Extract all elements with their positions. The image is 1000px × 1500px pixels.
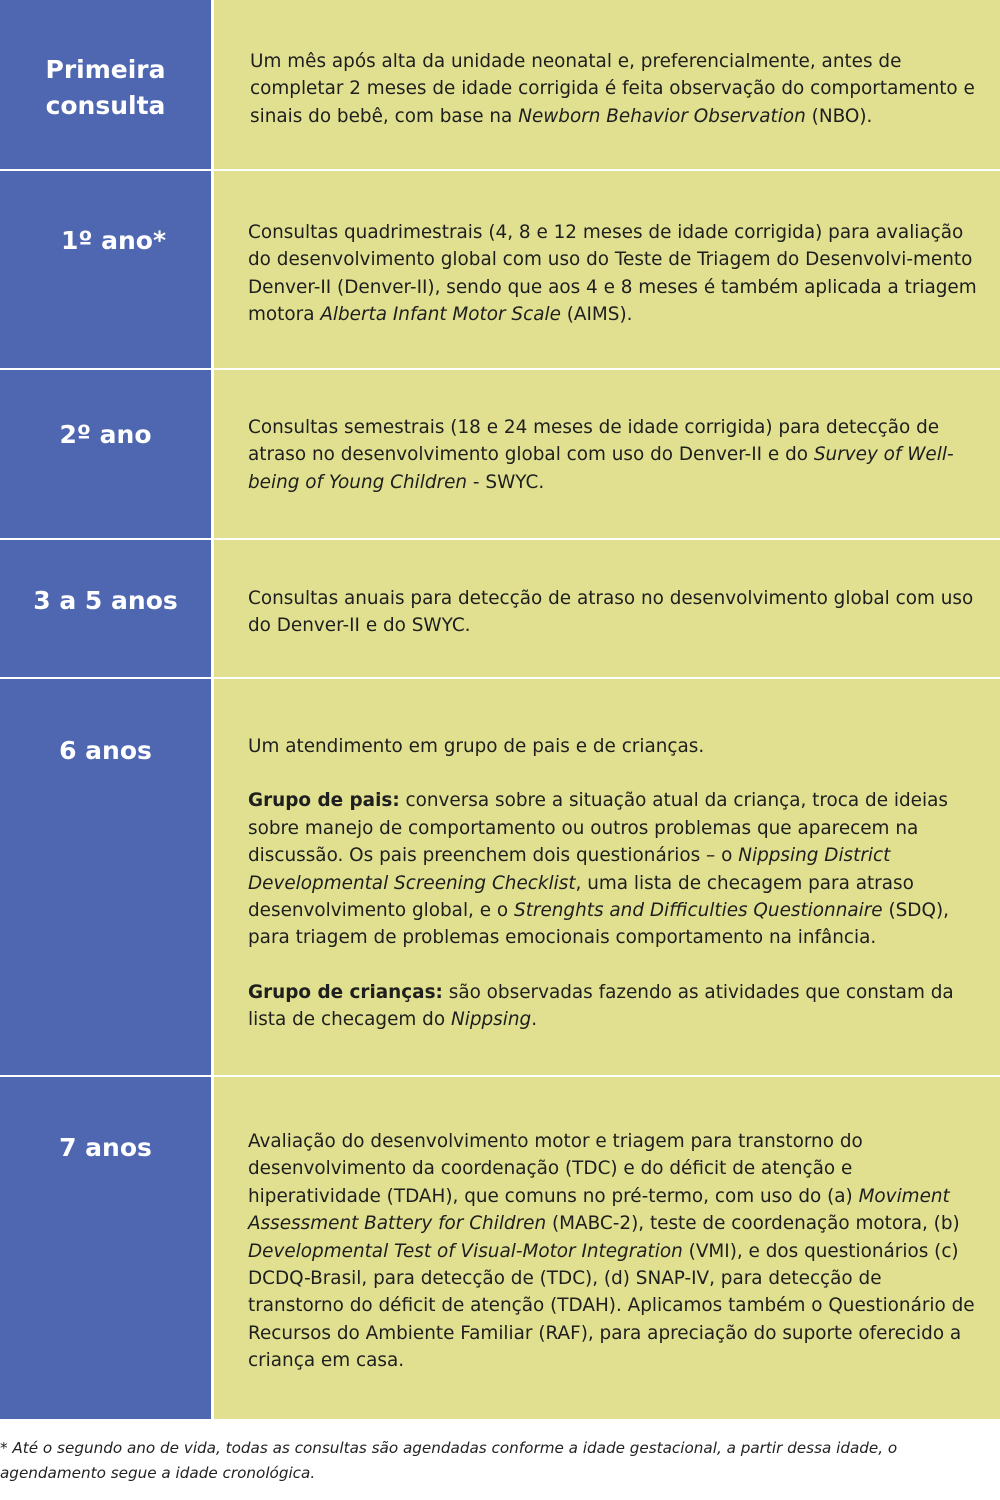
- row-description: [250, 48, 982, 130]
- row-description-cell: [214, 0, 1000, 169]
- table-row: [0, 1077, 1000, 1419]
- row-description: [248, 733, 982, 1034]
- row-label-cell: [0, 1077, 211, 1419]
- text-run: são observadas fazendo as atividades que constam da lista de checagem do: [248, 981, 954, 1031]
- italic-text: Moviment Assessment Battery for Children: [248, 1185, 950, 1235]
- description-paragraph: [248, 787, 982, 951]
- row-description-cell: [214, 540, 1000, 677]
- row-label-cell: [0, 540, 211, 677]
- text-run: Consultas quadrimestrais (4, 8 e 12 meses de idade corrigida) para avaliação do desenvolvimento global com uso do Teste de Triagem do Desenvolvi-mento Denver-II (Denver-II), sendo que aos 4 e 8 meses é também aplicada a triagem motora: [248, 222, 977, 326]
- row-label-cell: [0, 0, 211, 169]
- row-description: [248, 1128, 982, 1375]
- table-row: [0, 540, 1000, 677]
- text-run: .: [531, 1009, 538, 1031]
- row-description: [248, 585, 982, 640]
- description-paragraph: [250, 48, 982, 130]
- row-label: 2º ano: [59, 420, 152, 449]
- italic-text: Nippsing: [450, 1009, 532, 1031]
- description-paragraph: [248, 585, 982, 640]
- description-paragraph: [248, 979, 982, 1034]
- row-label: Primeira: [45, 55, 166, 84]
- row-label: consulta: [45, 91, 166, 120]
- row-label-cell: [0, 679, 211, 1075]
- row-description-cell: [214, 370, 1000, 538]
- italic-text: Newborn Behavior Observation: [518, 105, 806, 127]
- text-run: - SWYC.: [467, 471, 545, 493]
- description-paragraph: [248, 1128, 982, 1375]
- text-run: conversa sobre a situação atual da criança, troca de ideias sobre manejo de comportamento ou outros problemas que aparecem na discussão. Os pais preenchem dois questionários – o: [248, 790, 948, 867]
- footnote: * Até o segundo ano de vida, todas as consultas são agendadas conforme a idade gestacional, a partir dessa idade, o agendamento segue a idade cronológica.: [0, 1439, 898, 1482]
- italic-text: Nippsing District Developmental Screening Checklist: [248, 845, 891, 894]
- text-run: (NBO).: [805, 105, 873, 127]
- text-run: Consultas anuais para detecção de atraso no desenvolvimento global com uso do Denver-II e do SWYC.: [248, 588, 974, 637]
- row-description-cell: [214, 1077, 1000, 1419]
- bold-text: Grupo de pais:: [248, 790, 400, 812]
- text-run: Um atendimento em grupo de pais e de crianças.: [248, 736, 705, 757]
- italic-text: Strenghts and Difficulties Questionnaire: [514, 900, 883, 922]
- text-run: Consultas semestrais (18 e 24 meses de idade corrigida) para detecção de atraso no desenvolvimento global com uso do Denver-II e do: [248, 417, 940, 466]
- text-run: (MABC-2), teste de coordenação motora, (b): [546, 1213, 960, 1235]
- text-run: , uma lista de checagem para atraso desenvolvimento global, e o: [248, 872, 914, 922]
- row-description: [248, 219, 982, 329]
- text-run: Avaliação do desenvolvimento motor e triagem para transtorno do desenvolvimento da coordenação (TDC) e do déficit de atenção e hiperatividade (TDAH), que comuns no pré-termo, com uso do (a): [248, 1131, 863, 1207]
- text-run: (AIMS).: [560, 304, 633, 326]
- row-label: 6 anos: [59, 736, 152, 765]
- text-run: Um mês após alta da unidade neonatal e, preferencialmente, antes de completar 2 meses de idade corrigida é feita observação do comportamento e sinais do bebê, com base na: [250, 51, 975, 127]
- description-paragraph: [248, 414, 982, 496]
- row-label-cell: [0, 171, 211, 368]
- text-run: (SDQ), para triagem de problemas emocionais comportamento na infância.: [248, 900, 949, 949]
- row-description-cell: [214, 171, 1000, 368]
- row-label: 7 anos: [59, 1133, 152, 1162]
- row-description-cell: [214, 679, 1000, 1075]
- row-label: 1º ano*: [60, 226, 167, 255]
- row-label-cell: [0, 370, 211, 538]
- text-run: (VMI), e dos questionários (c) DCDQ-Brasil, para detecção de (TDC), (d) SNAP-IV, para detecção de transtorno do déficit de atenção (TDAH). Aplicamos também o Questionário de Recursos do Ambiente Familiar (RAF), para apreciação do suporte oferecido a criança em casa.: [248, 1240, 975, 1372]
- row-label: 3 a 5 anos: [33, 586, 178, 615]
- description-paragraph: [248, 733, 982, 760]
- table-row: [0, 0, 1000, 169]
- table-row: [0, 679, 1000, 1075]
- description-paragraph: [248, 219, 982, 329]
- italic-text: Alberta Infant Motor Scale: [320, 304, 561, 326]
- row-description: [248, 414, 982, 496]
- italic-text: Developmental Test of Visual-Motor Integration: [248, 1240, 683, 1262]
- italic-text: Survey of Well-being of Young Children: [248, 444, 954, 493]
- table-row: [0, 370, 1000, 538]
- table-row: [0, 171, 1000, 368]
- bold-text: Grupo de crianças:: [248, 981, 443, 1003]
